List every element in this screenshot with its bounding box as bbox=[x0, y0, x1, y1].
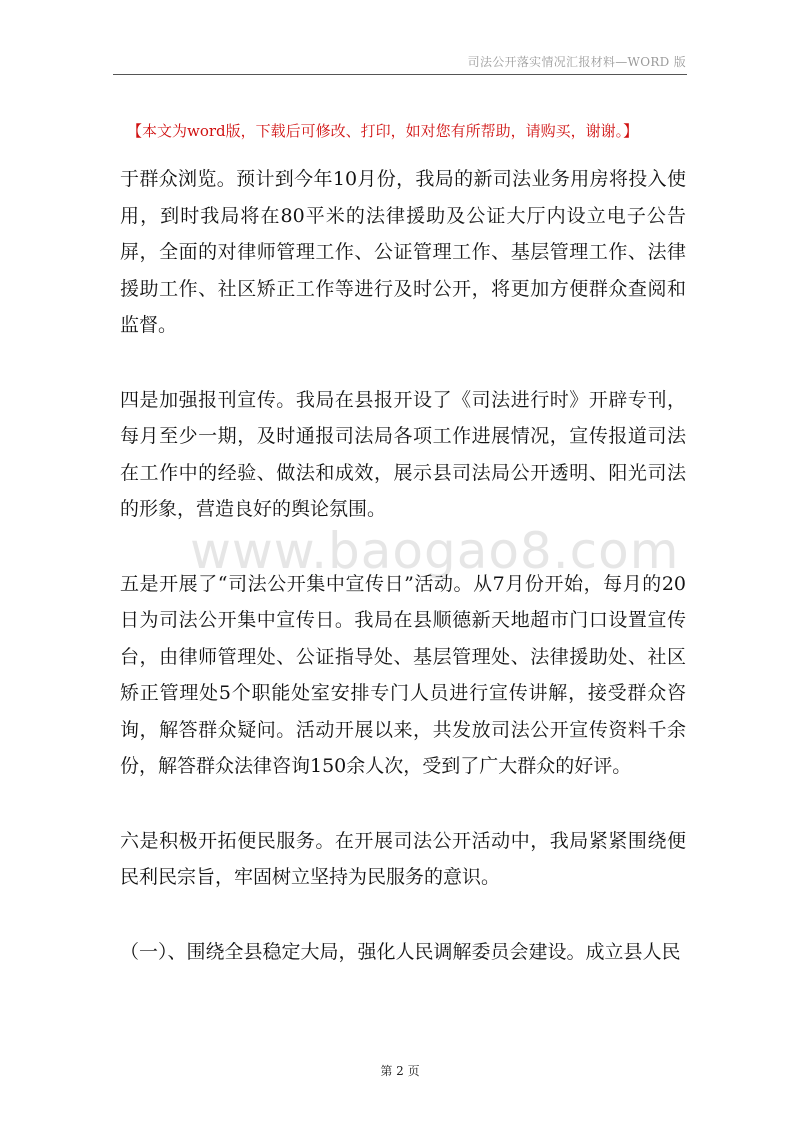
paragraph-1: 于群众浏览。预计到今年10月份，我局的新司法业务用房将投入使用，到时我局将在80平米的法律援助及公证大厅内设立电子公告屏，全面的对律师管理工作、公证管理工作、基层管理工作、法律援助工作、社区矫正工作等进行及时公开，将更加方便群众查阅和监督。 bbox=[120, 168, 686, 336]
page-number: 第 2 页 bbox=[380, 1064, 420, 1078]
paragraph-5: （一）、围绕全县稳定大局，强化人民调解委员会建设。成立县人民 bbox=[120, 940, 681, 963]
header-divider bbox=[113, 74, 687, 75]
header-title: 司法公开落实情况汇报材料—WORD 版 bbox=[467, 55, 686, 69]
paragraph-2: 四是加强报刊宣传。我局在县报开设了《司法进行时》开辟专刊，每月至少一期，及时通报司法局各项工作进展情况，宣传报道司法在工作中的经验、做法和成效，展示县司法局公开透明、阳光司法的形象，营造良好的舆论氛围。 bbox=[120, 388, 686, 520]
paragraph-4: 六是积极开拓便民服务。在开展司法公开活动中，我局紧紧围绕便民利民宗旨，牢固树立坚持为民服务的意识。 bbox=[120, 829, 686, 888]
watermark: www.baogao8.com bbox=[190, 522, 680, 580]
paragraph-3: 五是开展了“司法公开集中宣传日”活动。从7月份开始，每月的20日为司法公开集中宣传日。我局在县顺德新天地超市门口设置宣传台，由律师管理处、公证指导处、基层管理处、法律援助处、社区矫正管理处5个职能处室安排专门人员进行宣传讲解，接受群众咨询，解答群众疑问。活动开展以来，共发放司法公开宣传资料千余份，解答群众法律咨询150余人次，受到了广大群众的好评。 bbox=[120, 572, 686, 777]
download-notice: 【本文为word版，下载后可修改、打印，如对您有所帮助，请购买，谢谢。】 bbox=[127, 122, 639, 140]
body-text bbox=[120, 161, 686, 970]
